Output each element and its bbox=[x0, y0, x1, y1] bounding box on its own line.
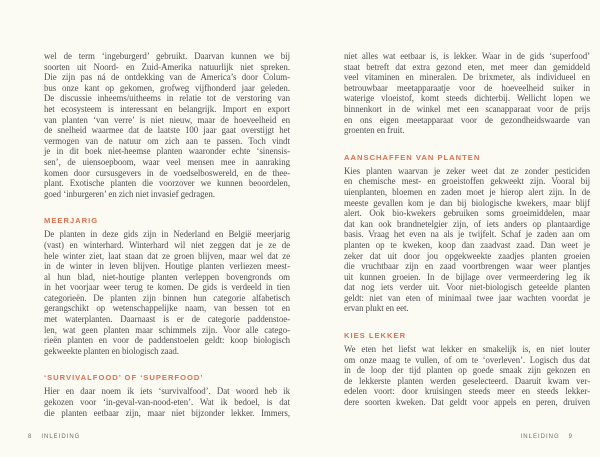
page-right-footer bbox=[521, 434, 573, 440]
page-number-left: 8 bbox=[28, 434, 33, 440]
text-line: gekweekte planten en biologisch zaad. bbox=[44, 345, 179, 356]
footer-chapter-label-left: INLEIDING bbox=[41, 434, 81, 440]
text-line: ervan plukt en eet. bbox=[344, 303, 409, 314]
paragraph bbox=[44, 229, 290, 356]
text-line: sen’, de uiensoepboom, waar veel mensen mee in aanraking bbox=[44, 156, 290, 167]
text-line: gekozen voor ‘in-geval-van-nood-eten’. Wat ik bedoel, is dat bbox=[44, 397, 290, 408]
text-line: die planten eetbaar zijn, maar niet bijzonder lekker. Immers, bbox=[44, 407, 290, 418]
page-left-footer bbox=[28, 434, 80, 440]
paragraph bbox=[344, 166, 590, 314]
text-line: bus onze kant op gekomen, grofweg vijfhonderd jaar geleden. bbox=[44, 82, 290, 93]
text-line: met waterplanten. Daarnaast is er de categorie paddenstoe- bbox=[44, 314, 290, 325]
text-line: vermogen van de natuur om zich aan te passen. Toch vindt bbox=[44, 135, 290, 146]
text-line: rieën planten en voor de paddenstoelen geldt: koop biologisch bbox=[44, 335, 290, 346]
text-line: het ecosysteem is interessant en belangrijk. Import en export bbox=[44, 103, 290, 114]
text-line: de snelheid waarmee dat de laatste 100 jaar gaat overstijgt het bbox=[44, 125, 290, 136]
page-number-right: 9 bbox=[568, 434, 573, 440]
section-heading: ‘SURVIVALFOOD’ OF ‘SUPERFOOD’ bbox=[44, 373, 204, 383]
text-line: in het voorjaar weer terug te komen. De gids is verdeeld in tien bbox=[44, 282, 290, 293]
text-line: meeste gevallen kom je dan bij biologische kwekers, maar blijf bbox=[344, 197, 590, 208]
text-line: uienplanten, bloemen en zaden moet je hierop alert zijn. In de bbox=[344, 186, 590, 197]
text-line: soorten uit Noord- en Zuid-Amerika natuurlijk niet spreken. bbox=[44, 61, 290, 72]
text-line: komen door cursusgevers in de voedselboswereld, en de thee- bbox=[44, 167, 290, 178]
section-heading: AANSCHAFFEN VAN PLANTEN bbox=[344, 152, 481, 162]
text-line: Kies planten waarvan je zeker weet dat ze zonder pesticiden bbox=[344, 165, 590, 176]
text-line: veel vitaminen en mineralen. De brixmeter, als individueel en bbox=[344, 72, 590, 83]
text-line: dat nog iets verder uit. Voor niet-biologisch geteelde planten bbox=[344, 282, 590, 293]
page-right-text-column bbox=[344, 51, 590, 408]
text-line: de lekkerste planten werden geselecteerd. Daaruit kwam ver- bbox=[344, 375, 590, 386]
text-line: binnenkort in de winkel met een scanapparaat voor de prijs bbox=[344, 103, 590, 114]
text-line: uit kunnen groeien. In de bijlage over vermeerdering leg ik bbox=[344, 271, 590, 282]
text-line: niet alles wat eetbaar is, is lekker. Waar in de gids ‘superfood’ bbox=[344, 51, 590, 61]
section-heading: KIES LEKKER bbox=[344, 331, 407, 341]
text-line: hele winter ziet, laat staan dat ze groen blijven, maar wel dat ze bbox=[44, 250, 290, 261]
text-line: betrouwbaar meetapparaatje voor de hoeveelheid suiker in bbox=[344, 82, 590, 93]
text-line: wel de term ‘ingeburgerd’ gebruikt. Daarvan kunnen we bij bbox=[44, 51, 290, 61]
text-line: in de loop der tijd planten op goede smaak zijn gekozen en bbox=[344, 365, 590, 376]
paragraph bbox=[344, 344, 590, 408]
text-line: en ons eigen meetapparaat voor de gezondheidswaarde van bbox=[344, 114, 590, 125]
text-line: om onze maag te vullen, of om te ‘overleven’. Logisch dus dat bbox=[344, 354, 590, 365]
text-line: je in dit boek niet-heemse planten waaronder echte ‘sinensis- bbox=[44, 146, 290, 157]
text-line: goed ‘inburgeren’ en zich niet invasief gedragen. bbox=[44, 188, 215, 199]
text-line: groenten en fruit. bbox=[344, 125, 405, 136]
text-line: len, wat geen planten maar schimmels zijn. Voor alle catego- bbox=[44, 324, 290, 335]
text-line: We eten het liefst wat lekker en smakelijk is, en niet louter bbox=[344, 344, 590, 355]
text-line: waterige vloeistof, komt steeds dichterbij. Wellicht lopen we bbox=[344, 93, 590, 104]
text-line: (vast) en winterhard. Winterhard wil niet zeggen dat je ze de bbox=[44, 239, 290, 250]
text-line: gerangschikt op wetenschappelijke naam, van bessen tot en bbox=[44, 303, 290, 314]
text-line: die vruchtbaar zijn en zaad voortbrengen waar weer plantjes bbox=[344, 261, 590, 272]
text-line: De discussie inheems/uitheems in relatie tot de verstoring van bbox=[44, 93, 290, 104]
text-line: plant. Exotische planten die voorzover we kunnen beoordelen, bbox=[44, 178, 290, 189]
text-line: in de winter in leven blijven. Houtige planten verliezen meest- bbox=[44, 261, 290, 272]
text-line: Die zijn pas ná de ontdekking van de America’s door Colum- bbox=[44, 72, 290, 83]
paragraph bbox=[44, 51, 290, 199]
text-line: staat betreft dat extra gezond eten, met meer dan gemiddeld bbox=[344, 61, 590, 72]
text-line: van planten ‘van verre’ is niet nieuw, maar de hoeveelheid en bbox=[44, 114, 290, 125]
text-line: en chemische mest- en groeistoffen gekweekt zijn. Vooral bij bbox=[344, 176, 590, 187]
text-line: basis. Vraag het even na als je twijfelt. Schaf je zaden aan om bbox=[344, 229, 590, 240]
section-heading: MEERJARIG bbox=[44, 216, 99, 226]
footer-chapter-label-right: INLEIDING bbox=[520, 434, 560, 440]
text-line: edelen voort: door kruisingen steeds meer en steeds lekker- bbox=[344, 386, 590, 397]
text-line: Hier en daar noem ik iets ‘survivalfood’. Dat woord heb ik bbox=[44, 386, 290, 397]
text-line: alert. Ook bio-kwekers gebruiken soms groeimiddelen, maar bbox=[344, 208, 590, 219]
text-line: planten op te kweken, koop dan zaadvast zaad. Dan weet je bbox=[344, 239, 590, 250]
text-line: dere soorten kweken. Dat geldt voor appels en peren, druiven bbox=[344, 397, 590, 408]
text-line: categorieën. De planten zijn binnen hun categorie alfabetisch bbox=[44, 292, 290, 303]
text-line: geldt: niet van eten of minimaal twee jaar wachten voordat je bbox=[344, 292, 590, 303]
text-line: De planten in deze gids zijn in Nederland en België meerjarig bbox=[44, 229, 290, 240]
paragraph bbox=[44, 386, 290, 418]
text-line: al hun blad, niet-houtige planten verleppen bovengronds om bbox=[44, 271, 290, 282]
page-left-text-column bbox=[44, 51, 290, 418]
text-line: dat kan ook brandnetelgier zijn, of iets anders op plantaardige bbox=[344, 218, 590, 229]
paragraph bbox=[344, 51, 590, 136]
text-line: zeker dat uit door jou opgekweekte zaadjes planten groeien bbox=[344, 250, 590, 261]
